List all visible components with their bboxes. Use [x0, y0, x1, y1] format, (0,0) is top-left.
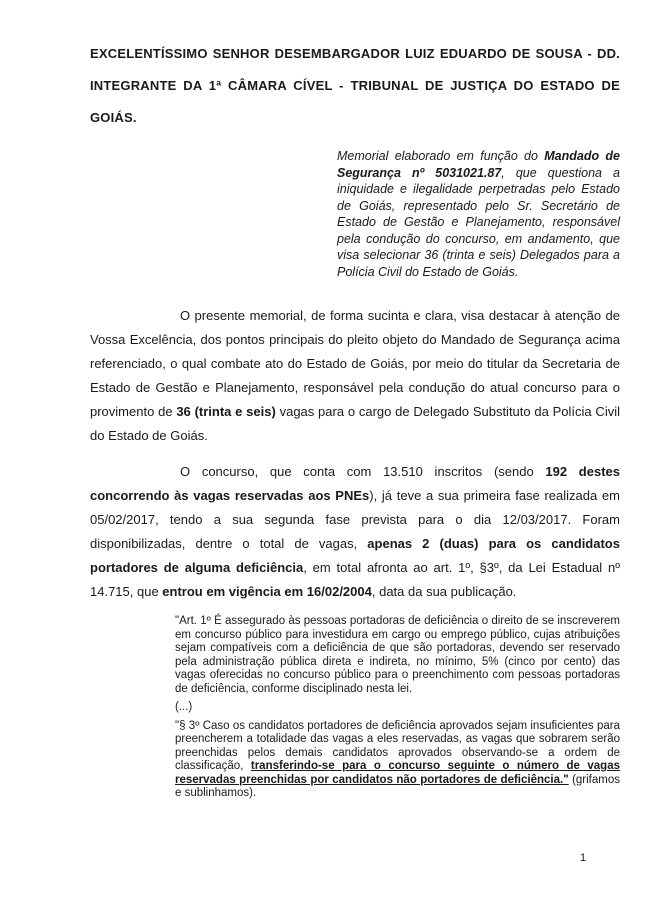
text-run: , data da sua publicação. — [371, 584, 517, 599]
addressee-heading: EXCELENTÍSSIMO SENHOR DESEMBARGADOR LUIZ EDUARDO DE SOUSA - DD. INTEGRANTE DA 1ª CÂMARA CÍVEL - TRIBUNAL DE JUSTIÇA DO ESTADO DE GOIÁS. — [90, 46, 620, 125]
text-run: O concurso, que conta com 13.510 inscritos (sendo — [180, 464, 546, 479]
law-quote-ellipsis: (...) — [175, 701, 193, 713]
text-run-bold: apenas 2 (duas) para os candidatos portadores de alguma deficiência — [90, 536, 620, 575]
text-run: , que questiona a iniquidade e ilegalidade perpetradas pelo Estado de Goiás, representado pelo Sr. Secretário de Estado de Gestão e Planejamento, responsável pela condução do concurso, em andamento, que visa selecionar 36 (trinta e seis) Delegados para a Polícia Civil do Estado de Goiás. — [337, 165, 620, 279]
text-run: ), já teve a sua primeira fase realizada em 05/02/2017, tendo a sua segunda fase prevista para o dia 12/03/2017. Foram disponibilizadas, dentre o total de vagas, — [90, 488, 620, 551]
page-number: 1 — [580, 852, 587, 864]
text-run-bold: 192 destes concorrendo às vagas reservadas aos PNEs — [90, 464, 620, 503]
memorial-note — [337, 148, 620, 280]
paragraph-concurso — [90, 460, 620, 604]
text-run-bold: entrou em vigência em 16/02/2004 — [162, 584, 372, 599]
text-run: "§ 3º Caso os candidatos portadores de deficiência aprovados sejam insuficientes para preencherem a totalidade das vagas a eles reservadas, as vagas que sobrarem serão preenchidas pelos demais candidatos aprovados observando-se a ordem de classificação, — [175, 719, 620, 772]
text-run-bold: Mandado de Segurança nº 5031021.87 — [337, 149, 621, 180]
text-run: vagas para o cargo de Delegado Substituto da Polícia Civil do Estado de Goiás. — [90, 404, 620, 443]
text-run: Memorial elaborado em função do — [337, 149, 545, 163]
law-quote-paragraph-3 — [175, 720, 620, 801]
text-run: (grifamos e sublinhamos). — [175, 773, 620, 799]
paragraph-intro — [90, 304, 620, 448]
text-run: , em total afronta ao art. 1º, §3º, da Lei Estadual nº 14.715, que — [90, 560, 620, 599]
text-run-bold-underline: transferindo-se para o concurso seguinte o número de vagas reservadas preenchidas por candidatos não portadores de deficiência." — [175, 760, 620, 786]
law-quote-article-1: "Art. 1º É assegurado às pessoas portadoras de deficiência o direito de se inscreverem em concurso público para investidura em cargo ou emprego público, cujas atribuições sejam compatíveis com a deficiência de que são portadoras, devendo ser reservado pela administração pública direta e indireta, no mínimo, 5% (cinco por cento) das vagas oferecidas no concurso público para o preenchimento com pessoas portadoras de deficiência, conforme disciplinado nesta lei. — [175, 615, 620, 695]
text-run: O presente memorial, de forma sucinta e clara, visa destacar à atenção de Vossa Excelência, dos pontos principais do pleito objeto do Mandado de Segurança acima referenciado, o qual combate ato do Estado de Goiás, por meio do titular da Secretaria de Estado de Gestão e Planejamento, responsável pela condução do atual concurso para o provimento de — [90, 308, 620, 419]
text-run-bold: 36 (trinta e seis) — [176, 404, 276, 419]
